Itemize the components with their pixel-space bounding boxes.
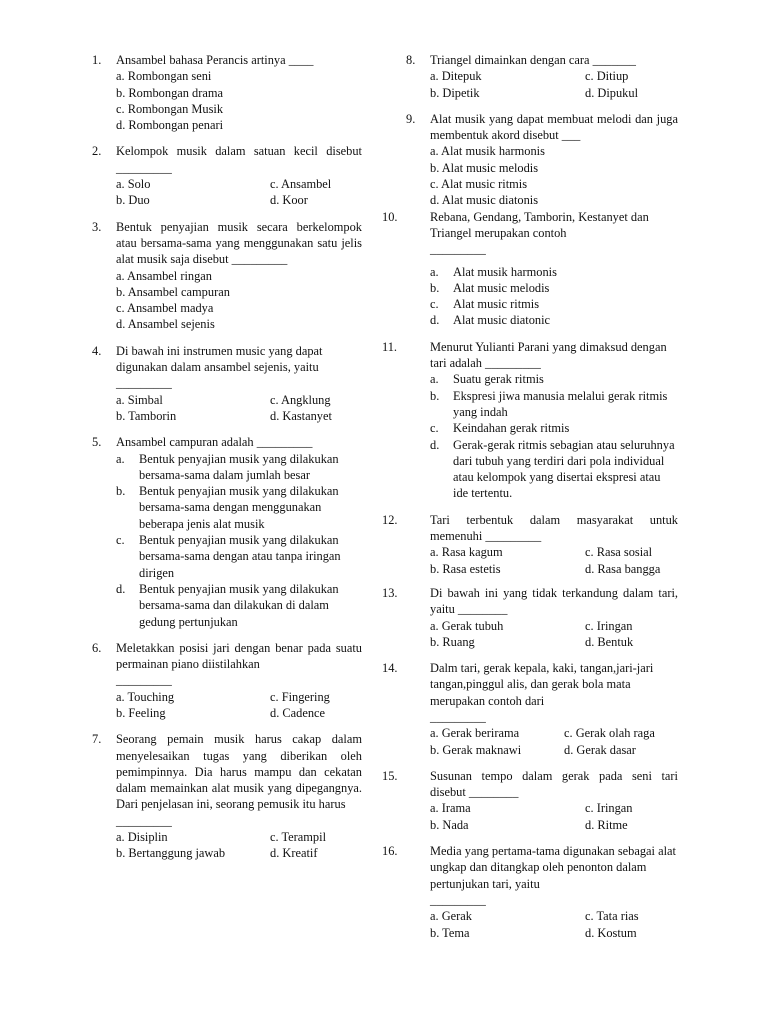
option-text: Bentuk penyajian musik yang dilakukan bersama-sama dan dilakukan di dalam gedung pertunjukan [139, 581, 339, 629]
option: d. Alat music diatonis [430, 193, 539, 208]
question-text: Di bawah ini yang tidak terkandung dalam tari, yaitu ________ [430, 585, 678, 617]
option-text: Keindahan gerak ritmis [453, 421, 570, 436]
option-text: Suatu gerak ritmis [453, 372, 544, 387]
option [116, 532, 362, 581]
option: a. Touching [116, 689, 175, 704]
option: a. Ansambel ringan [116, 268, 213, 283]
question-text: Di bawah ini instrumen music yang dapat digunakan dalam ansambel sejenis, yaitu _________ [116, 343, 323, 391]
option: a. Gerak [430, 909, 472, 924]
option: a. Rombongan seni [116, 69, 212, 84]
option: d. Kreatif [270, 846, 318, 861]
option: a. Gerak tubuh [430, 618, 504, 633]
question-3 [92, 219, 362, 333]
option-label: b. [430, 388, 440, 403]
question-text: Bentuk penyajian musik secara berkelompok atau bersama-sama yang menggunakan satu jelis alat musik saja disebut _________ [116, 219, 362, 267]
options-grid [430, 725, 678, 758]
question-number: 7. [92, 732, 102, 747]
option-label: c. [430, 421, 439, 436]
question-2 [92, 143, 362, 208]
option: c. Terampil [270, 830, 327, 845]
option-label: a. [430, 372, 439, 387]
question-13 [382, 585, 678, 650]
question-text: Alat musik yang dapat membuat melodi dan juga membentuk akord disebut ___ [430, 111, 678, 143]
option-text: Bentuk penyajian musik yang dilakukan bersama-sama dalam jumlah besar [139, 451, 339, 482]
answer-blank: _________ [430, 242, 486, 257]
option-label: b. [116, 484, 126, 499]
option-label: c. [430, 297, 439, 312]
option: a. Simbal [116, 392, 163, 407]
question-9 [406, 111, 678, 209]
question-text: Susunan tempo dalam gerak pada seni tari disebut ________ [430, 768, 678, 800]
question-number: 12. [382, 512, 398, 527]
options-grid [430, 618, 678, 651]
question-16 [382, 843, 678, 941]
question-11 [382, 339, 678, 502]
option: b. Rasa estetis [430, 561, 501, 576]
option [430, 296, 678, 312]
option: b. Duo [116, 193, 150, 208]
question-14 [382, 660, 678, 758]
question-number: 11. [382, 339, 398, 354]
option-label: c. [116, 533, 125, 548]
option-label: a. [430, 264, 439, 279]
answer-blank: _________ [430, 709, 486, 724]
option-text: Bentuk penyajian musik yang dilakukan bersama-sama dengan menggunakan beberapa jenis alat musik [139, 484, 339, 531]
question-text: Menurut Yulianti Parani yang dimaksud dengan tari adalah _________ [430, 339, 667, 371]
question-number: 4. [92, 343, 102, 358]
option: d. Bentuk [585, 634, 634, 649]
question-text: Dalm tari, gerak kepala, kaki, tangan,jari-jari tangan,pinggul alis, dan gerak bola mata merupakan contoh dari [430, 661, 654, 708]
question-number: 2. [92, 144, 102, 159]
option: c. Gerak olah raga [564, 726, 655, 741]
option: c. Ansambel [270, 177, 332, 192]
option: c. Fingering [270, 689, 330, 704]
question-number: 16. [382, 844, 398, 859]
options-grid [116, 392, 362, 425]
question-4 [92, 343, 362, 424]
question-5 [92, 434, 362, 630]
option: a. Gerak berirama [430, 726, 520, 741]
question-15 [382, 768, 678, 833]
option: a. Disiplin [116, 830, 168, 845]
option: a. Ditepuk [430, 69, 482, 84]
question-number: 14. [382, 661, 398, 676]
option: c. Rasa sosial [585, 545, 653, 560]
option: b. Nada [430, 817, 469, 832]
option: d. Dipukul [585, 85, 639, 100]
option [430, 371, 678, 387]
option [430, 388, 678, 421]
question-1 [92, 52, 362, 133]
option-text: Alat music diatonic [453, 313, 551, 328]
question-number: 15. [382, 768, 398, 783]
question-10 [382, 209, 678, 329]
question-number: 5. [92, 435, 102, 450]
option [116, 581, 362, 630]
question-text: Tari terbentuk dalam masyarakat untuk memenuhi _________ [430, 512, 678, 544]
option-text: Gerak-gerak ritmis sebagian atau seluruhnya dari tubuh yang terdiri dari pola individual atau kelompok yang disertai ekspresi atau ide tertentu. [453, 437, 675, 501]
option-text: Bentuk penyajian musik yang dilakukan bersama-sama dengan atau tanpa iringan dirigen [139, 533, 341, 580]
question-text: Seorang pemain musik harus cakap dalam menyelesaikan tugas yang diberikan oleh pemimpinnya. Dia harus mampu dan cekatan dalam memainkan alat musik yang dipegangnya. Dari penjelasan ini, seorang pemusik itu harus [116, 732, 362, 812]
options-grid [430, 68, 678, 101]
option: c. Iringan [585, 618, 633, 633]
option: c. Alat music ritmis [430, 177, 528, 192]
option [430, 420, 678, 436]
option-text: Alat music ritmis [453, 297, 540, 312]
question-text: Kelompok musik dalam satuan kecil disebut _________ [116, 144, 362, 175]
option [430, 437, 678, 502]
option: d. Rasa bangga [585, 561, 661, 576]
question-text: Triangel dimainkan dengan cara _______ [430, 53, 636, 67]
options-grid [430, 908, 678, 941]
option: c. Angklung [270, 392, 331, 407]
option: b. Rombongan drama [116, 85, 224, 100]
options-grid [116, 829, 362, 862]
question-number: 10. [382, 209, 398, 224]
option: d. Ritme [585, 817, 628, 832]
question-text: Meletakkan posisi jari dengan benar pada suatu permainan piano diistilahkan [116, 640, 362, 672]
answer-blank: _________ [430, 892, 486, 907]
option: c. Iringan [585, 801, 633, 816]
option: b. Alat music melodis [430, 160, 539, 175]
option [116, 483, 362, 532]
option: d. Cadence [270, 705, 326, 720]
option: c. Tata rias [585, 909, 639, 924]
option: c. Ditiup [585, 69, 629, 84]
question-text: Ansambel bahasa Perancis artinya ____ [116, 53, 314, 67]
option-label: a. [116, 451, 125, 466]
option: b. Feeling [116, 705, 166, 720]
question-number: 8. [406, 53, 416, 67]
option: b. Gerak maknawi [430, 742, 522, 757]
options-grid [430, 544, 678, 577]
question-text: Rebana, Gendang, Tamborin, Kestanyet dan Triangel merupakan contoh [430, 209, 649, 240]
option: a. Alat musik harmonis [430, 144, 545, 159]
answer-blank: _________ [116, 673, 172, 688]
option: b. Dipetik [430, 85, 480, 100]
option-text: Ekspresi jiwa manusia melalui gerak ritmis yang indah [453, 388, 668, 419]
option: c. Rombongan Musik [116, 101, 224, 116]
option-label: d. [116, 581, 126, 596]
question-12 [382, 512, 678, 577]
answer-blank: _________ [116, 813, 172, 828]
option: b. Tamborin [116, 408, 177, 423]
option [430, 280, 678, 296]
option [430, 312, 678, 328]
option: b. Ansambel campuran [116, 284, 230, 299]
question-number: 1. [92, 53, 102, 67]
option: d. Kostum [585, 925, 637, 940]
option-label: d. [430, 313, 440, 328]
left-column [92, 52, 362, 862]
option: c. Ansambel madya [116, 301, 214, 316]
question-text: Media yang pertama-tama digunakan sebagai alat ungkap dan ditangkap oleh penonton dalam pertunjukan tari, yaitu [430, 844, 676, 891]
options-grid [116, 176, 362, 209]
option-label: b. [430, 280, 440, 295]
question-number: 13. [382, 585, 398, 600]
option: d. Koor [270, 193, 308, 208]
option: a. Rasa kagum [430, 545, 503, 560]
right-column [382, 52, 678, 941]
options-grid [430, 800, 678, 833]
option: a. Solo [116, 177, 151, 192]
question-number: 9. [406, 111, 416, 126]
option-label: d. [430, 437, 440, 452]
option-text: Alat musik harmonis [453, 264, 557, 279]
option: b. Ruang [430, 634, 475, 649]
option-text: Alat music melodis [453, 280, 550, 295]
options-grid [116, 689, 362, 722]
question-8 [406, 52, 678, 101]
option: b. Tema [430, 925, 470, 940]
question-7 [92, 731, 362, 861]
option: b. Bertanggung jawab [116, 846, 226, 861]
option [430, 264, 678, 280]
question-6 [92, 640, 362, 721]
question-number: 3. [92, 219, 102, 234]
option: a. Irama [430, 801, 471, 816]
option: d. Ansambel sejenis [116, 317, 215, 332]
option: d. Gerak dasar [564, 742, 636, 757]
question-text: Ansambel campuran adalah _________ [116, 435, 313, 450]
question-number: 6. [92, 640, 102, 655]
option: d. Rombongan penari [116, 118, 224, 133]
option [116, 451, 362, 484]
option: d. Kastanyet [270, 408, 332, 423]
